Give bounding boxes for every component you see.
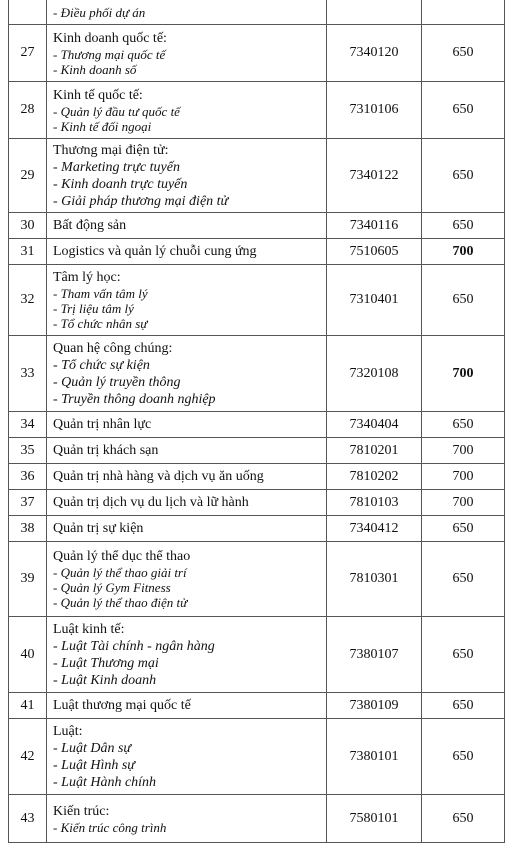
quota-value: 700 <box>422 490 505 516</box>
specialization-item: - Kinh doanh số <box>53 61 137 77</box>
table-row <box>9 516 505 542</box>
table-row <box>9 490 505 516</box>
quota-value: 650 <box>422 139 505 213</box>
program-title: Luật thương mại quốc tế <box>53 698 191 713</box>
quota-value: 650 <box>422 516 505 542</box>
table-row <box>9 336 505 412</box>
specialization-item: - Kiến trúc công trình <box>53 819 167 835</box>
row-number: 34 <box>9 412 47 438</box>
program-name-cell <box>47 795 327 843</box>
table-row <box>9 25 505 82</box>
program-code: 7380101 <box>327 719 422 795</box>
quota-value: 650 <box>422 542 505 617</box>
table-row <box>9 0 505 25</box>
table-row <box>9 438 505 464</box>
table-row <box>9 542 505 617</box>
program-title: Luật: <box>53 723 83 739</box>
row-number: 35 <box>9 438 47 464</box>
program-code: 7340404 <box>327 412 422 438</box>
row-number: 27 <box>9 25 47 82</box>
program-code: 7310106 <box>327 82 422 139</box>
quota-value: 650 <box>422 719 505 795</box>
program-code: 7510605 <box>327 239 422 265</box>
quota-value: 700 <box>422 336 505 412</box>
quota-value: 650 <box>422 82 505 139</box>
program-table-body <box>9 0 505 843</box>
specialization-item: - Luật Kinh doanh <box>53 672 157 688</box>
quota-value: 650 <box>422 25 505 82</box>
program-title: Quản lý thể dục thể thao <box>53 549 191 564</box>
table-row <box>9 412 505 438</box>
quota-value: 650 <box>422 795 505 843</box>
program-name-cell <box>47 412 327 438</box>
table-row <box>9 719 505 795</box>
row-number: 43 <box>9 795 47 843</box>
row-number: 36 <box>9 464 47 490</box>
table-row <box>9 464 505 490</box>
program-name-cell <box>47 239 327 265</box>
program-code: 7340122 <box>327 139 422 213</box>
specialization-item: - Tham vấn tâm lý <box>53 286 148 301</box>
program-title: Bất động sản <box>53 218 127 233</box>
specialization-item: - Quản lý thể thao điện tử <box>53 595 188 610</box>
row-number: 28 <box>9 82 47 139</box>
program-code: 7380107 <box>327 617 422 693</box>
specialization-item: - Kinh tế đối ngoại <box>53 118 152 134</box>
table-row <box>9 82 505 139</box>
program-name-cell <box>47 464 327 490</box>
specialization-item: - Tổ chức sự kiện <box>53 357 150 373</box>
program-name-cell <box>47 490 327 516</box>
row-number: 40 <box>9 617 47 693</box>
program-title: Luật kinh tế: <box>53 621 125 637</box>
program-code: 7810201 <box>327 438 422 464</box>
program-title: Kiến trúc: <box>53 803 110 819</box>
quota-value <box>422 0 505 25</box>
specialization-item: - Quản lý thể thao giải trí <box>53 565 187 580</box>
program-code: 7580101 <box>327 795 422 843</box>
specialization-item: - Luật Thương mại <box>53 655 159 671</box>
program-code: 7810202 <box>327 464 422 490</box>
program-table <box>8 0 505 843</box>
program-code: 7340116 <box>327 213 422 239</box>
program-title: Logistics và quản lý chuỗi cung ứng <box>53 244 257 259</box>
program-name-cell <box>47 336 327 412</box>
quota-value: 700 <box>422 438 505 464</box>
program-name-cell <box>47 82 327 139</box>
program-title: Kinh tế quốc tế: <box>53 87 143 103</box>
table-row <box>9 265 505 336</box>
row-number: 30 <box>9 213 47 239</box>
table-row <box>9 795 505 843</box>
program-title: Thương mại điện tử: <box>53 142 169 158</box>
specialization-item: - Quản lý Gym Fitness <box>53 580 171 595</box>
program-name-cell <box>47 0 327 25</box>
program-title: Quan hệ công chúng: <box>53 340 173 356</box>
specialization-item: - Trị liệu tâm lý <box>53 301 134 316</box>
program-code <box>327 0 422 25</box>
program-name-cell <box>47 516 327 542</box>
row-number: 37 <box>9 490 47 516</box>
specialization-item: - Điều phối dự án <box>53 4 146 20</box>
row-number <box>9 0 47 25</box>
program-title: Quản trị khách sạn <box>53 443 159 458</box>
specialization-item: - Giải pháp thương mại điện tử <box>53 193 229 209</box>
specialization-item: - Luật Hành chính <box>53 774 157 790</box>
row-number: 38 <box>9 516 47 542</box>
quota-value: 650 <box>422 412 505 438</box>
specialization-item: - Quản lý truyền thông <box>53 374 181 390</box>
program-code: 7310401 <box>327 265 422 336</box>
table-row <box>9 617 505 693</box>
program-title: Quản trị nhân lực <box>53 417 152 432</box>
row-number: 39 <box>9 542 47 617</box>
program-code: 7380109 <box>327 693 422 719</box>
program-code: 7320108 <box>327 336 422 412</box>
specialization-item: - Tổ chức nhân sự <box>53 316 148 331</box>
row-number: 33 <box>9 336 47 412</box>
table-row <box>9 693 505 719</box>
specialization-item: - Truyền thông doanh nghiệp <box>53 391 216 407</box>
program-name-cell <box>47 213 327 239</box>
specialization-item: - Quản lý đầu tư quốc tế <box>53 103 180 119</box>
specialization-item: - Luật Dân sự <box>53 740 132 756</box>
program-title: Quản trị nhà hàng và dịch vụ ăn uống <box>53 469 264 484</box>
specialization-item: - Thương mại quốc tế <box>53 46 166 62</box>
row-number: 41 <box>9 693 47 719</box>
row-number: 32 <box>9 265 47 336</box>
program-code: 7810301 <box>327 542 422 617</box>
quota-value: 700 <box>422 464 505 490</box>
quota-value: 650 <box>422 693 505 719</box>
program-title: Kinh doanh quốc tế: <box>53 30 167 46</box>
program-code: 7810103 <box>327 490 422 516</box>
specialization-item: - Marketing trực tuyến <box>53 159 180 175</box>
program-name-cell <box>47 693 327 719</box>
table-row <box>9 213 505 239</box>
quota-value: 650 <box>422 265 505 336</box>
program-name-cell <box>47 438 327 464</box>
table-row <box>9 139 505 213</box>
row-number: 42 <box>9 719 47 795</box>
program-code: 7340120 <box>327 25 422 82</box>
specialization-item: - Luật Tài chính - ngân hàng <box>53 638 215 654</box>
program-code: 7340412 <box>327 516 422 542</box>
quota-value: 700 <box>422 239 505 265</box>
program-title: Tâm lý học: <box>53 270 121 285</box>
row-number: 31 <box>9 239 47 265</box>
table-row <box>9 239 505 265</box>
program-name-cell <box>47 25 327 82</box>
program-name-cell <box>47 617 327 693</box>
program-name-cell <box>47 719 327 795</box>
specialization-item: - Luật Hình sự <box>53 757 135 773</box>
row-number: 29 <box>9 139 47 213</box>
quota-value: 650 <box>422 617 505 693</box>
program-name-cell <box>47 139 327 213</box>
program-title: Quản trị sự kiện <box>53 521 144 536</box>
program-name-cell <box>47 265 327 336</box>
specialization-item: - Kinh doanh trực tuyến <box>53 176 188 192</box>
quota-value: 650 <box>422 213 505 239</box>
program-name-cell <box>47 542 327 617</box>
program-title: Quản trị dịch vụ du lịch và lữ hành <box>53 495 249 510</box>
